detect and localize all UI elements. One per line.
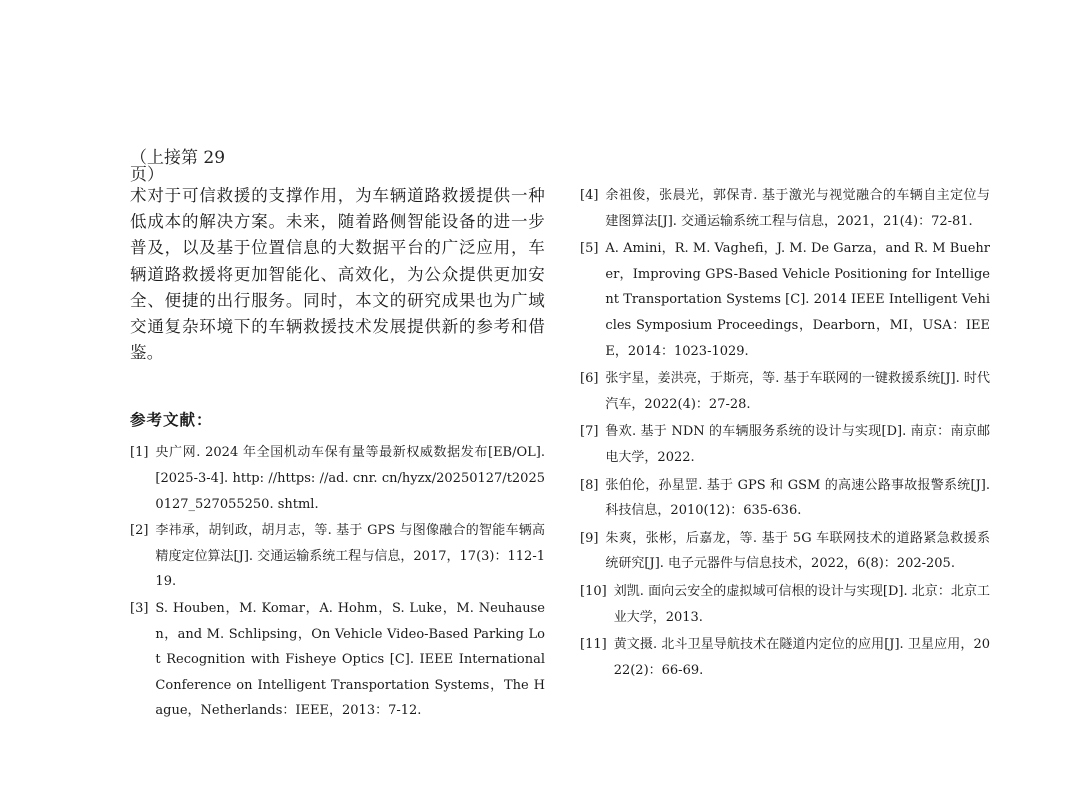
reference-text: 张宇星，姜洪亮，于斯亮，等. 基于车联网的一键救援系统[J]. 时代汽车，2022(4)：27-28. (605, 371, 990, 412)
reference-text: 鲁欢. 基于 NDN 的车辆服务系统的设计与实现[D]. 南京：南京邮电大学，2022. (605, 424, 990, 465)
reference-item-8 (580, 473, 990, 524)
reference-item-7 (580, 419, 990, 470)
body-text (130, 183, 545, 366)
reference-text: 黄文摄. 北斗卫星导航技术在隧道内定位的应用[J]. 卫星应用，2022(2)：66-69. (613, 637, 990, 678)
cutoff-continuation-header (130, 148, 250, 185)
reference-text: S. Houben，M. Komar，A. Hohm，S. Luke，M. Neuhausen，and M. Schlipsing，On Vehicle Video-Based Parking Lot Recognition with Fisheye Optics [C]. IEEE International Conference on Intelligent Transportation Systems，The Hague，Netherlands：IEEE，2013：7-12. (155, 600, 545, 719)
reference-item-5 (580, 236, 990, 364)
reference-number: [11] (580, 637, 607, 653)
reference-item-2 (130, 518, 545, 595)
body-paragraph: 术对于可信救援的支撑作用，为车辆道路救援提供一种低成本的解决方案。未来，随着路侧智能设备的进一步普及，以及基于位置信息的大数据平台的广泛应用，车辆道路救援将更加智能化、高效化，为公众提供更加安全、便捷的出行服务。同时，本文的研究成果也为广域交通复杂环境下的车辆救援技术发展提供新的参考和借鉴。 (130, 186, 545, 363)
reference-item-3 (130, 596, 545, 724)
reference-number: [1] (130, 445, 149, 461)
reference-number: [4] (580, 188, 599, 203)
reference-text: 朱爽，张彬，后嘉龙，等. 基于 5G 车联网技术的道路紧急救援系统研究[J]. 电子元器件与信息技术，2022，6(8)：202-205. (605, 530, 990, 572)
reference-text: 刘凯. 面向云安全的虚拟域可信根的设计与实现[D]. 北京：北京工业大学，2013. (613, 583, 990, 625)
reference-text: 央广网. 2024 年全国机动车保有量等最新权威数据发布[EB/OL]. [2025-3-4]. http: //https: //ad. cnr. cn/hyzx/20250127/t20250127_527055250. shtml. (155, 445, 545, 512)
reference-number: [7] (580, 424, 599, 440)
reference-text: A. Amini，R. M. Vaghefi，J. M. De Garza，and R. M Buehrer，Improving GPS-Based Vehicle Positioning for Intelligent Transportation Systems [C]. 2014 IEEE Intelligent Vehicles Symposium Proceedings，Dearborn，MI，USA：IEEE，2014：1023-1029. (605, 241, 990, 359)
reference-text: 余祖俊，张晨光，郭保青. 基于激光与视觉融合的车辆自主定位与建图算法[J]. 交通运输系统工程与信息，2021，21(4)：72-81. (605, 188, 990, 229)
reference-item-4 (580, 183, 990, 234)
reference-text: 张伯伦，孙星罡. 基于 GPS 和 GSM 的高速公路事故报警系统[J]. 科技信息，2010(12)：635-636. (605, 477, 990, 519)
reference-number: [2] (130, 523, 149, 539)
reference-number: [10] (580, 583, 607, 599)
left-column (130, 183, 545, 725)
cutoff-header-text: （上接第 29 页） (130, 148, 226, 185)
reference-item-9 (580, 526, 990, 577)
reference-item-1 (130, 440, 545, 517)
right-column (580, 183, 990, 685)
reference-number: [6] (580, 371, 599, 387)
reference-text: 李祎承，胡钊政，胡月志，等. 基于 GPS 与图像融合的智能车辆高精度定位算法[J]. 交通运输系统工程与信息，2017，17(3)：112-119. (155, 523, 545, 590)
reference-item-10 (580, 579, 990, 630)
reference-number: [8] (580, 477, 599, 493)
reference-item-6 (580, 366, 990, 417)
reference-number: [9] (580, 530, 599, 546)
reference-item-11 (580, 632, 990, 683)
reference-number: [5] (580, 241, 599, 257)
reference-number: [3] (130, 600, 149, 616)
references-title: 参考文献： (130, 411, 213, 430)
